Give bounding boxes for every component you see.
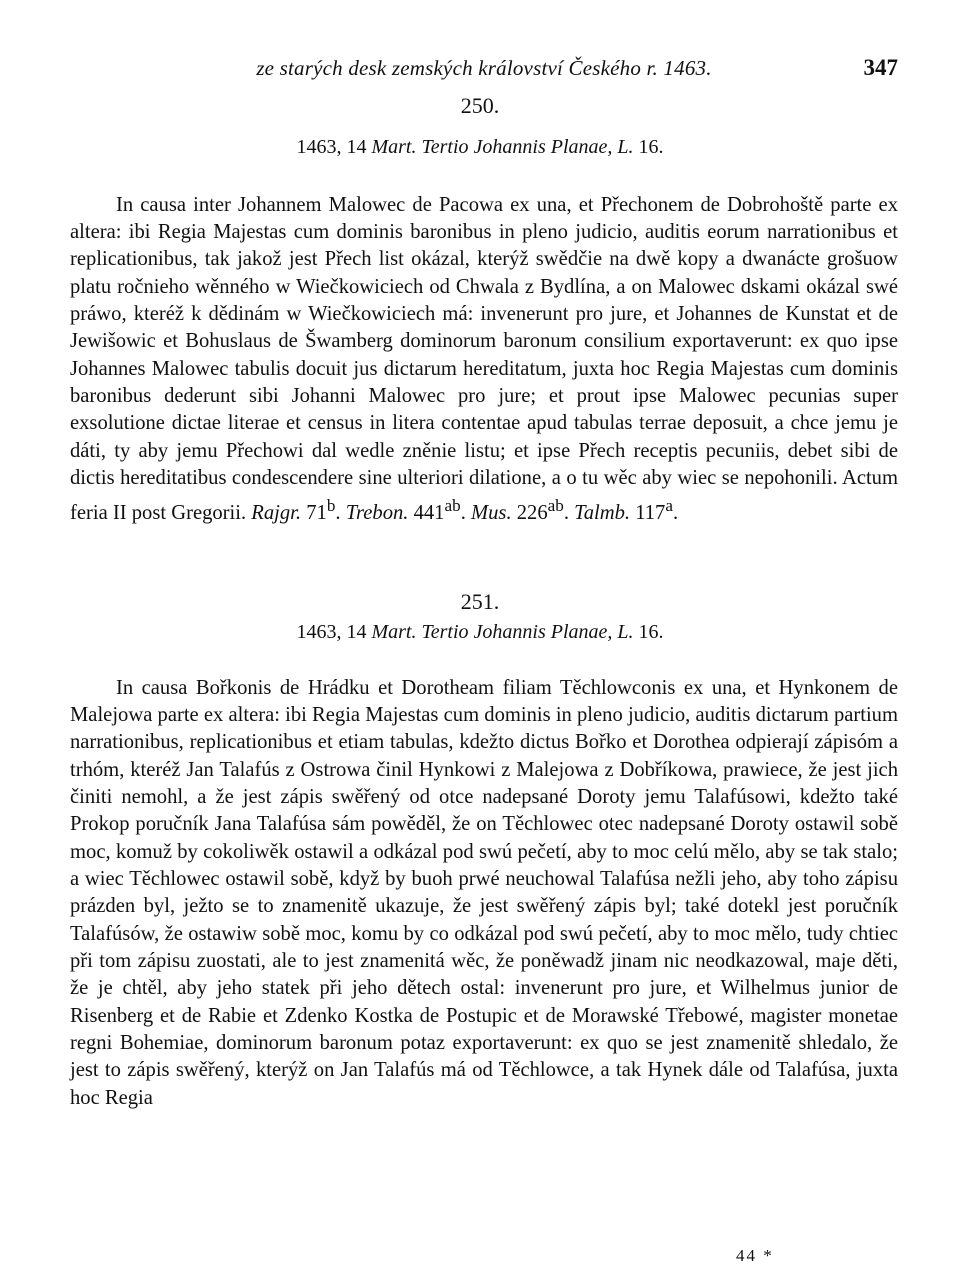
entry-text xyxy=(70,192,898,528)
ref-folio: 441 xyxy=(408,502,445,525)
entry-number: 251. xyxy=(460,589,500,614)
entry-number: 250. xyxy=(460,93,500,118)
entry-body: In causa Bořkonis de Hrádku et Dorotheam filiam Těchlowconis ex una, et Hynkonem de Malejowa parte ex altera: ibi Regia Majestas cum dominis in pleno judicio, auditis dictarum partium narrationibus, replicationibus et etiam tabulas, kdežto dictus Bořko et Dorothea odpierají zápisóm a trhóm, kteréž Jan Talafús z Ostrowa činil Hynkowi z Malejowa z Dobříkowa, prawiece, že jest jich činiti nemohl, a že jest zápis swěřený od otce nadepsané Doroty jemu Talafúsowi, kdežto také Prokop poručník Jana Talafúsa sám powěděl, že on Těchlowec otec nadepsané Doroty ostawil sobě moc, komuž by cokoliwěk ostawil a odkázal pod swú pečetí, aby to moc celú mělo, aby se tak stalo; a wiec Těchlowec ostawil sobě, když by buoh prwé neuchowal Talafúsa nežli jeho, aby toho zápisu prázden byl, ježto se to znamenitě ukazuje, že jest swěřený zápis byl; také dotekl jest poručník Talafúsów, že ostawiw sobě moc, komu by co odkázal pod swú pečetí, aby to moc mělo, tudy chtiec při tom zápisu zuostati, ale to jest znamenitá wěc, že poněwadž jinam nic neodkazowal, maje děti, že je chtěl, aby jeho statek při jeho dětech ostal: invenerunt pro jure, et Wilhelmus junior de Risenberg et de Rabie et Zdenko Kostka de Postupic et de Morawské Třebowé, magister monetae regni Bohemiae, dominorum baronum potaz exportaverunt: ex quo se jest znamenitě shledalo, že jest to zápis swěřený, kterýž on Jan Talafús má od Těchlowce, a tak Hynek dále od Talafúsa, juxta hoc Regia xyxy=(70,676,898,1109)
running-head xyxy=(70,56,898,86)
ref-side: ab xyxy=(444,496,461,516)
entry-date xyxy=(0,621,960,644)
ref-sep: . xyxy=(460,502,471,525)
ref-folio: 71 xyxy=(301,502,327,525)
date-prefix: 1463, 14 xyxy=(296,136,367,158)
ref-sep: . xyxy=(335,502,346,525)
entry-text xyxy=(70,675,898,1113)
ref-source: Mus. xyxy=(470,502,512,525)
entry-date xyxy=(0,136,960,159)
ref-side: a xyxy=(665,496,673,516)
date-suffix: 16. xyxy=(638,136,664,158)
date-italic: Mart. Tertio Johannis Planae, L. xyxy=(371,136,634,158)
ref-source: Talmb. xyxy=(574,502,631,525)
ref-side: b xyxy=(326,496,336,516)
ref-side: ab xyxy=(547,496,564,516)
signature-mark: 44 * xyxy=(736,1246,774,1265)
ref-folio: 226 xyxy=(511,502,548,525)
entry-body: In causa inter Johannem Malowec de Pacowa ex una, et Přechonem de Dobrohoště parte ex altera: ibi Regia Majestas cum dominis baronibus in pleno judicio, auditis eorum narrationibus et replicationibus, tak jakož jest Přech list okázal, kterýž swědčie na dwě kopy a dwanácte grošuow platu ročnieho wěnného w Wiečkowiciech od Chwala z Bydlína, a on Malowec dskami okázal swé práwo, kteréž k dědinám w Wiečkowiciech má: invenerunt pro jure, et Johannes de Kunstat et de Jewišowic et Bohuslaus de Šwamberg dominorum baronum consilium exportaverunt: ex quo ipse Johannes Malowec tabulis docuit jus dictarum hereditatum, juxta hoc Regia Majestas cum dominis baronibus dederunt sibi Johanni Malowec pro jure; et prout ipse Malowec pecunias super exsolutione dictae literae et census in litera contentae apud tabulas terrae deposuit, a chce jemu je dáti, ty aby jemu Přechowi dal wedle zněnie listu; et ipse Přech receptis pecuniis, debet sibi de dictis hereditatibus condescendere sine ulteriori dilatione, a o tu wěc aby wiec se nepohonili. Actum feria II post Gregorii. xyxy=(70,193,898,525)
running-title: ze starých desk zemských království Českého r. 1463. xyxy=(256,56,712,80)
date-prefix: 1463, 14 xyxy=(296,621,367,643)
ref-sep: . xyxy=(672,502,679,525)
ref-sep: . xyxy=(563,502,575,525)
ref-source: Trebon. xyxy=(345,502,409,525)
date-italic: Mart. Tertio Johannis Planae, L. xyxy=(371,621,634,643)
page-number: 347 xyxy=(863,55,898,80)
date-suffix: 16. xyxy=(638,621,664,643)
ref-folio: 117 xyxy=(630,502,666,525)
ref-source: Rajgr. xyxy=(251,502,302,525)
